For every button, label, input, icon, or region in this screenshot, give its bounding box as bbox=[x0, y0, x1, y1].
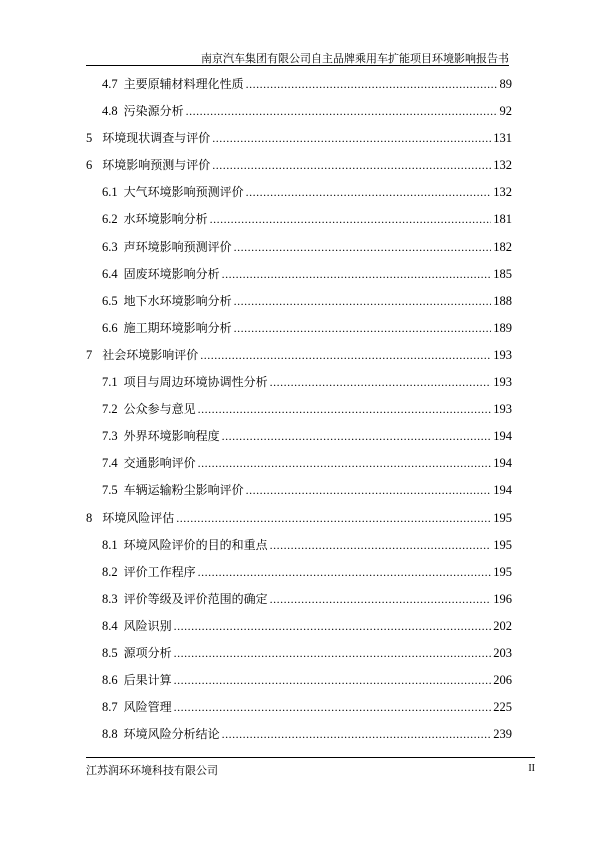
toc-entry-page: 132 bbox=[493, 185, 512, 200]
toc-entry-title: 环境风险评估 bbox=[102, 510, 175, 525]
toc-leader-dots bbox=[270, 375, 492, 390]
toc-entry[interactable] bbox=[86, 590, 512, 617]
toc-entry[interactable] bbox=[86, 481, 512, 508]
toc-entry-page: 195 bbox=[493, 510, 512, 525]
toc-entry[interactable] bbox=[86, 536, 512, 563]
toc-entry-page: 89 bbox=[499, 77, 512, 91]
toc-leader-dots bbox=[200, 348, 491, 363]
toc-entry-page: 195 bbox=[493, 564, 512, 579]
footer-company: 江苏润环环境科技有限公司 bbox=[86, 764, 218, 777]
toc-entry-page: 194 bbox=[493, 429, 512, 444]
toc-leader-dots bbox=[270, 592, 492, 607]
toc-entry-number: 8.5 bbox=[102, 645, 118, 660]
toc-leader-dots bbox=[198, 565, 492, 580]
toc-entry-number: 6.1 bbox=[102, 185, 118, 200]
toc-entry-title: 大气环境影响预测评价 bbox=[123, 185, 244, 200]
toc-leader-dots bbox=[174, 619, 492, 634]
toc-entry-number: 8 bbox=[86, 510, 93, 525]
toc-entry-page: 239 bbox=[493, 727, 512, 742]
toc-entry-page: 189 bbox=[493, 320, 512, 335]
toc-entry-page: 92 bbox=[499, 104, 512, 119]
toc-entry[interactable] bbox=[86, 644, 512, 671]
toc-entry-number: 6.2 bbox=[102, 212, 118, 227]
toc-entry-title: 评价工作程序 bbox=[123, 564, 196, 579]
toc-entry-title: 环境影响预测与评价 bbox=[102, 158, 211, 173]
toc-entry-page: 185 bbox=[493, 266, 512, 281]
toc-entry[interactable] bbox=[86, 509, 512, 536]
toc-entry-title: 公众参与意见 bbox=[123, 402, 196, 417]
page-footer bbox=[86, 757, 535, 778]
toc-entry[interactable] bbox=[86, 75, 512, 102]
toc-leader-dots bbox=[186, 104, 498, 119]
toc-leader-dots bbox=[174, 673, 492, 688]
toc-entry-title: 项目与周边环境协调性分析 bbox=[123, 375, 268, 390]
toc-entry-page: 195 bbox=[493, 537, 512, 552]
toc-leader-dots bbox=[234, 294, 492, 309]
toc-entry-title: 风险识别 bbox=[123, 618, 172, 633]
toc-leader-dots bbox=[246, 77, 498, 92]
toc-entry[interactable] bbox=[86, 400, 512, 427]
toc-entry-page: 188 bbox=[493, 293, 512, 308]
toc-entry-title: 环境风险评价的目的和重点 bbox=[123, 537, 268, 552]
toc-entry-page: 196 bbox=[493, 591, 512, 606]
toc-entry-title: 主要原辅材料理化性质 bbox=[123, 77, 244, 91]
toc-entry-number: 8.6 bbox=[102, 673, 118, 688]
toc-entry-number: 7 bbox=[86, 347, 93, 362]
toc-entry[interactable] bbox=[86, 373, 512, 400]
toc-entry-title: 后果计算 bbox=[123, 673, 172, 688]
toc-entry-page: 193 bbox=[493, 402, 512, 417]
toc-leader-dots bbox=[222, 267, 492, 282]
toc-entry-title: 社会环境影响评价 bbox=[102, 347, 199, 362]
toc-entry[interactable] bbox=[86, 427, 512, 454]
toc-entry-number: 8.4 bbox=[102, 618, 118, 633]
toc-entry[interactable] bbox=[86, 156, 512, 183]
toc-entry[interactable] bbox=[86, 671, 512, 698]
toc-entry-number: 4.8 bbox=[102, 104, 118, 119]
toc-leader-dots bbox=[176, 511, 491, 526]
toc-entry[interactable] bbox=[86, 725, 512, 752]
footer-page-number: II bbox=[528, 763, 535, 774]
toc-entry-title: 车辆运输粉尘影响评价 bbox=[123, 483, 244, 498]
toc-entry[interactable] bbox=[86, 129, 512, 156]
toc-leader-dots bbox=[246, 483, 492, 498]
toc-entry[interactable] bbox=[86, 102, 512, 129]
toc-leader-dots bbox=[222, 429, 492, 444]
toc-entry-number: 7.4 bbox=[102, 456, 118, 471]
toc-leader-dots bbox=[246, 185, 492, 200]
toc-entry-number: 8.1 bbox=[102, 537, 118, 552]
toc-entry-page: 182 bbox=[493, 239, 512, 254]
toc-leader-dots bbox=[234, 240, 492, 255]
toc-entry-title: 地下水环境影响分析 bbox=[123, 293, 232, 308]
toc-entry-number: 7.2 bbox=[102, 402, 118, 417]
toc-leader-dots bbox=[212, 158, 491, 173]
toc-entry[interactable] bbox=[86, 454, 512, 481]
toc-leader-dots bbox=[210, 212, 492, 227]
toc-entry[interactable] bbox=[86, 319, 512, 346]
toc-entry[interactable] bbox=[86, 698, 512, 725]
toc-leader-dots bbox=[270, 538, 492, 553]
toc-entry-page: 193 bbox=[493, 347, 512, 362]
toc-entry[interactable] bbox=[86, 238, 512, 265]
toc-entry-number: 6.5 bbox=[102, 293, 118, 308]
toc-entry-number: 8.7 bbox=[102, 700, 118, 715]
toc-entry-number: 8.2 bbox=[102, 564, 118, 579]
toc-entry-page: 193 bbox=[493, 375, 512, 390]
toc-entry-page: 225 bbox=[493, 700, 512, 715]
toc-leader-dots bbox=[174, 700, 492, 715]
toc-entry-title: 环境现状调查与评价 bbox=[102, 131, 211, 146]
header-title: 南京汽车集团有限公司自主品牌乘用车扩能项目环境影响报告书 bbox=[201, 52, 509, 65]
toc-leader-dots bbox=[222, 727, 492, 742]
toc-entry-number: 6.6 bbox=[102, 320, 118, 335]
toc-entry-number: 7.5 bbox=[102, 483, 118, 498]
toc-entry-title: 声环境影响预测评价 bbox=[123, 239, 232, 254]
toc-entry-page: 181 bbox=[493, 212, 512, 227]
toc-entry-title: 风险管理 bbox=[123, 700, 172, 715]
toc-entry[interactable] bbox=[86, 292, 512, 319]
toc-entry-title: 水环境影响分析 bbox=[123, 212, 208, 227]
toc-entry-title: 评价等级及评价范围的确定 bbox=[123, 591, 268, 606]
toc-entry-number: 7.1 bbox=[102, 375, 118, 390]
table-of-contents bbox=[86, 75, 512, 752]
toc-entry-number: 8.3 bbox=[102, 591, 118, 606]
toc-entry-page: 131 bbox=[493, 131, 512, 146]
toc-entry-title: 源项分析 bbox=[123, 645, 172, 660]
toc-leader-dots bbox=[174, 646, 492, 661]
toc-entry[interactable] bbox=[86, 617, 512, 644]
toc-entry-page: 194 bbox=[493, 483, 512, 498]
toc-entry-number: 6.3 bbox=[102, 239, 118, 254]
toc-entry[interactable] bbox=[86, 265, 512, 292]
toc-entry-number: 7.3 bbox=[102, 429, 118, 444]
toc-entry[interactable] bbox=[86, 563, 512, 590]
toc-entry-page: 206 bbox=[493, 673, 512, 688]
toc-leader-dots bbox=[234, 321, 492, 336]
toc-leader-dots bbox=[198, 456, 492, 471]
toc-entry-page: 194 bbox=[493, 456, 512, 471]
toc-entry-number: 5 bbox=[86, 131, 93, 146]
toc-entry[interactable] bbox=[86, 346, 512, 373]
toc-entry[interactable] bbox=[86, 210, 512, 237]
toc-entry-title: 外界环境影响程度 bbox=[123, 429, 220, 444]
toc-leader-dots bbox=[212, 131, 491, 146]
toc-entry-page: 202 bbox=[493, 618, 512, 633]
toc-entry-number: 8.8 bbox=[102, 727, 118, 742]
toc-entry-page: 203 bbox=[493, 645, 512, 660]
toc-entry-title: 固废环境影响分析 bbox=[123, 266, 220, 281]
toc-entry-number: 4.7 bbox=[102, 77, 118, 91]
toc-entry[interactable] bbox=[86, 183, 512, 210]
page-header bbox=[86, 38, 509, 66]
toc-entry-title: 污染源分析 bbox=[123, 104, 184, 119]
toc-entry-page: 132 bbox=[493, 158, 512, 173]
toc-entry-number: 6.4 bbox=[102, 266, 118, 281]
toc-entry-title: 施工期环境影响分析 bbox=[123, 320, 232, 335]
toc-entry-title: 环境风险分析结论 bbox=[123, 727, 220, 742]
toc-entry-number: 6 bbox=[86, 158, 93, 173]
toc-entry-title: 交通影响评价 bbox=[123, 456, 196, 471]
toc-leader-dots bbox=[198, 402, 492, 417]
